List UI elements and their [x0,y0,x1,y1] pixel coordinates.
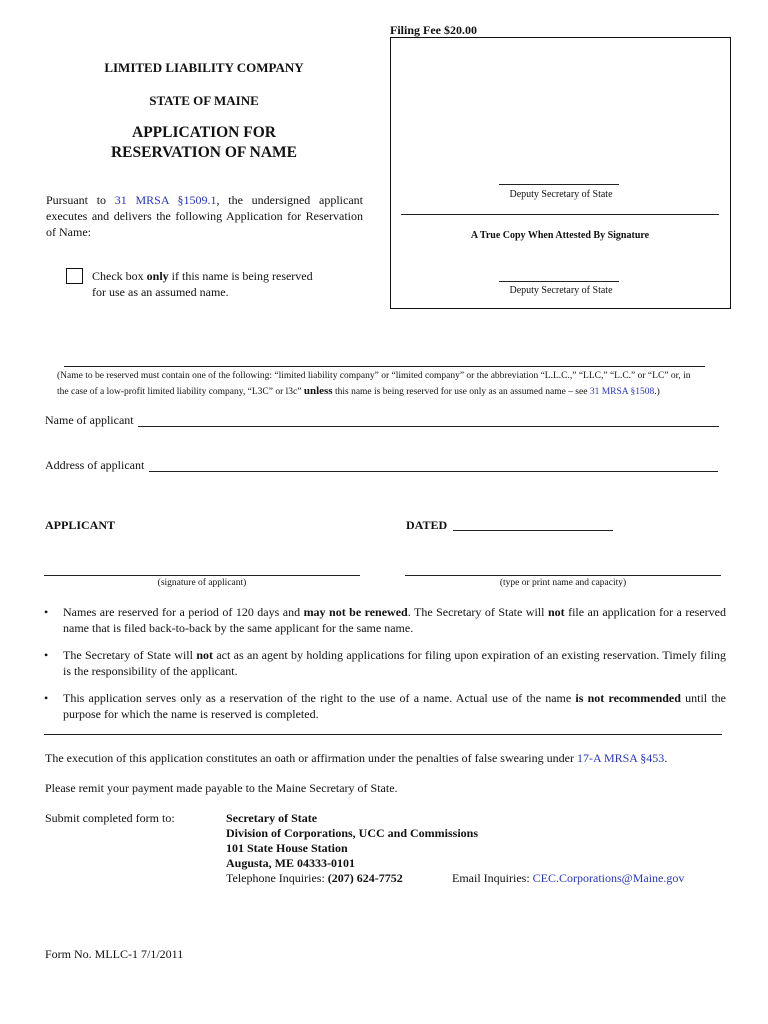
notice-list [42,604,726,733]
signature-caption: (signature of applicant) [157,578,247,588]
oath-statement: The execution of this application constitutes an oath or affirmation under the penalties of false swearing under 17-A MRSA §453. [45,751,668,765]
intro-paragraph: Pursuant to 31 MRSA §1509.1, the undersigned applicant executes and delivers the following Application for Reservation of Name: [46,193,363,239]
email-link[interactable]: CEC.Corporations@Maine.gov [532,871,685,885]
page-title-line-2: RESERVATION OF NAME [110,144,298,161]
bullet-icon: • [44,605,49,619]
reserved-name-note: (Name to be reserved must contain one of the following: “limited liability company” or “limited company” or the abbreviation “L.L.C.,” “LLC,” “L.C.” or “LC” or, in the case of a low-profit limited liability company, “L3C” or l3c” unless this name is being reserved for use only as an assumed name – see 31 MRSA §1508.) [57,371,691,397]
form-number: Form No. MLLC-1 7/1/2011 [45,947,184,961]
dated-field[interactable] [453,530,613,531]
applicant-heading: APPLICANT [45,518,116,532]
header-state: STATE OF MAINE [149,93,259,108]
bullet-icon: • [44,691,49,705]
office-use-box [390,37,731,309]
dated-label: DATED [406,518,448,532]
bullet-icon: • [44,648,49,662]
page-title-line-1: APPLICATION FOR [132,124,276,141]
submit-label: Submit completed form to: [45,811,175,825]
email-inquiries: Email Inquiries: CEC.Corporations@Maine.gov [452,871,685,885]
notice-item: • Names are reserved for a period of 120 days and may not be renewed. The Secretary of State will not file an application for a reserved name that is filed back-to-back by the same applicant for the same name. [44,605,726,635]
notice-item: • This application serves only as a reservation of the right to the use of a name. Actual use of the name is not recommended until the purpose for which the name is reserved is completed. [44,691,727,721]
deputy-signature-line-2 [499,281,619,282]
telephone-inquiries: Telephone Inquiries: (207) 624-7752 [226,871,403,885]
filing-fee: Filing Fee $20.00 [390,23,477,37]
statute-link-1509[interactable]: 31 MRSA §1509.1 [114,193,217,207]
header-llc: LIMITED LIABILITY COMPANY [104,60,304,75]
deputy-secretary-label-2: Deputy Secretary of State [509,285,613,296]
name-of-applicant-label: Name of applicant [45,413,134,427]
address-of-applicant-label: Address of applicant [45,458,145,472]
statute-link-1508[interactable]: 31 MRSA §1508 [589,387,655,397]
print-name-field[interactable] [405,575,721,576]
name-of-applicant-field[interactable] [138,426,719,427]
section-divider [44,734,722,735]
address-of-applicant-field[interactable] [149,471,718,472]
box-divider [401,214,719,215]
assumed-name-checkbox[interactable] [66,268,83,284]
checkbox-label: Check box only if this name is being reserved for use as an assumed name. [92,269,313,299]
phone-number: (207) 624-7752 [327,871,403,885]
true-copy-label: A True Copy When Attested By Signature [470,230,650,241]
print-name-caption: (type or print name and capacity) [499,578,627,588]
deputy-secretary-label-1: Deputy Secretary of State [509,189,613,200]
reserved-name-input-line[interactable] [64,366,705,367]
applicant-signature-field[interactable] [44,575,360,576]
mailing-address: Secretary of State Division of Corporations, UCC and Commissions 101 State House Station Augusta, ME 04333-0101 [226,811,479,870]
deputy-signature-line-1 [499,184,619,185]
notice-item: • The Secretary of State will not act as an agent by holding applications for filing upon expiration of an existing reservation. Timely filing is the responsibility of the applicant. [44,648,727,678]
remit-instruction: Please remit your payment made payable to the Maine Secretary of State. [45,781,398,795]
statute-link-453[interactable]: 17-A MRSA §453 [576,751,665,765]
